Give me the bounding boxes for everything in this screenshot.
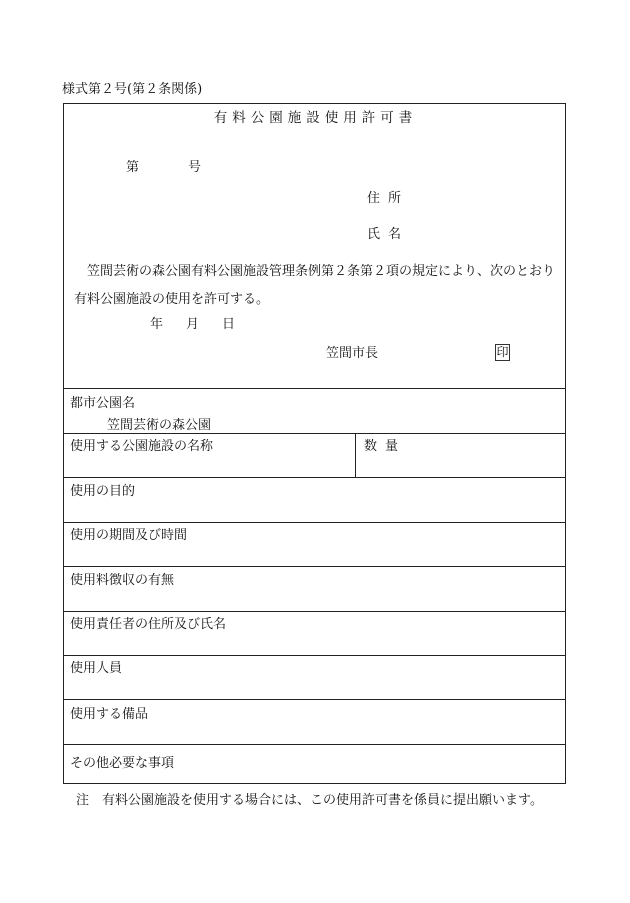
seal-mark: 印 <box>496 345 509 359</box>
name-label: 氏名 <box>367 227 410 242</box>
form-number-label: 様式第２号(第２条関係) <box>62 82 203 97</box>
permit-form <box>63 103 566 784</box>
permit-number-suffix: 号 <box>188 160 202 175</box>
permit-body-text: 笠間芸術の森公園有料公園施設管理条例第２条第２項の規定により、次のとおり有料公園施設の使用を許可する。 <box>74 264 556 307</box>
permit-number-prefix: 第 <box>126 160 140 175</box>
divider <box>64 655 565 656</box>
purpose-label: 使用の目的 <box>70 484 136 499</box>
address-label: 住所 <box>367 191 410 206</box>
facility-name-label: 使用する公園施設の名称 <box>70 439 214 454</box>
other-matters-label: その他必要な事項 <box>70 756 175 771</box>
date-month: 月 <box>186 317 200 332</box>
divider <box>64 611 565 612</box>
divider <box>64 477 565 478</box>
divider <box>64 744 565 745</box>
period-label: 使用の期間及び時間 <box>70 528 188 543</box>
park-name-value: 笠間芸術の森公園 <box>107 418 212 433</box>
divider <box>64 522 565 523</box>
divider <box>64 566 565 567</box>
footnote: 注 有料公園施設を使用する場合には、この使用許可書を係員に提出願います。 <box>76 793 543 808</box>
form-title: 有料公園施設使用許可書 <box>213 110 418 126</box>
divider <box>64 699 565 700</box>
date-day: 日 <box>222 317 236 332</box>
mayor-label: 笠間市長 <box>326 346 379 361</box>
personnel-label: 使用人員 <box>70 661 123 676</box>
quantity-label: 数量 <box>364 439 407 454</box>
divider <box>64 388 565 389</box>
date-year: 年 <box>150 317 164 332</box>
fee-label: 使用料徴収の有無 <box>70 573 175 588</box>
park-name-label: 都市公園名 <box>70 396 136 411</box>
divider <box>64 433 565 434</box>
equipment-label: 使用する備品 <box>70 707 149 722</box>
column-divider <box>355 433 356 477</box>
responsible-person-label: 使用責任者の住所及び氏名 <box>70 617 227 632</box>
